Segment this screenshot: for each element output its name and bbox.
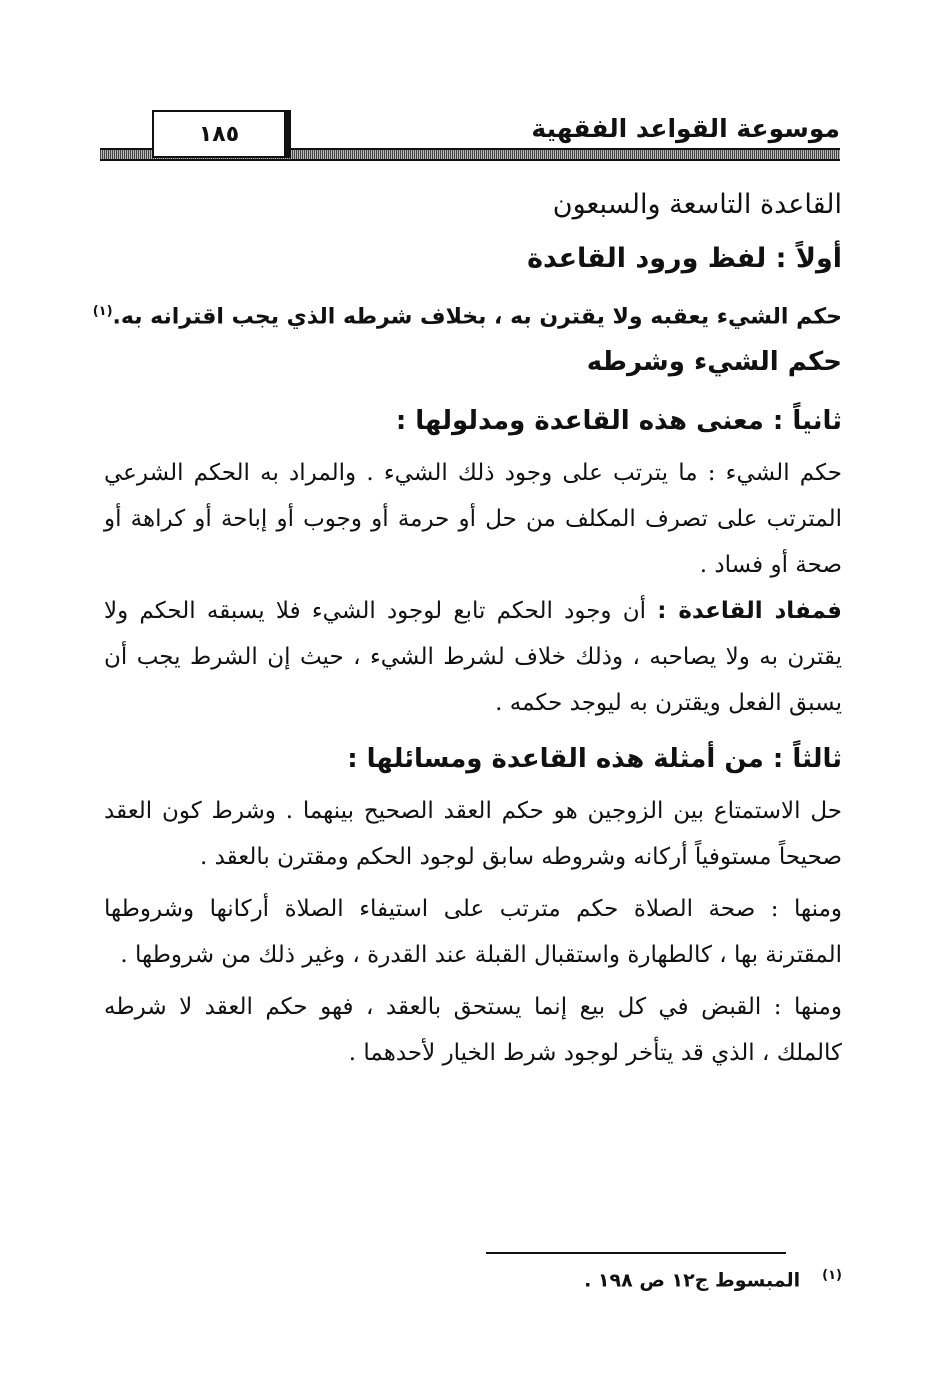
footnote-mark: (١) xyxy=(822,1268,842,1283)
page-number: ١٨٥ xyxy=(198,121,240,147)
section-heading-1: أولاً : لفظ ورود القاعدة xyxy=(527,243,842,274)
paragraph-meaning-2 xyxy=(104,588,842,726)
rule-number-heading: القاعدة التاسعة والسبعون xyxy=(552,189,842,220)
paragraph-example-3: ومنها : القبض في كل بيع إنما يستحق بالعقد ، فهو حكم العقد لا شرطه كالملك ، الذي قد يتأخر لوجود شرط الخيار لأحدهما . xyxy=(104,994,842,1066)
paragraph-example-1: حل الاستمتاع بين الزوجين هو حكم العقد الصحيح بينهما . وشرط كون العقد صحيحاً مستوفياً أركانه وشروطه سابق لوجود الحكم ومقترن بالعقد . xyxy=(104,798,842,870)
page-header xyxy=(100,108,840,158)
footnote-reference: (١) xyxy=(92,304,113,319)
page-body xyxy=(92,180,842,1076)
rule-text: حكم الشيء يعقبه ولا يقترن به ، بخلاف شرطه الذي يجب اقترانه به. xyxy=(112,304,842,330)
paragraph-meaning-1: حكم الشيء : ما يترتب على وجود ذلك الشيء . والمراد به الحكم الشرعي المترتب على تصرف المكلف من حل أو حرمة أو وجوب أو إباحة أو كراهة أو صحة أو فساد . xyxy=(104,460,842,578)
section-heading-3: ثالثاً : من أمثلة هذه القاعدة ومسائلها : xyxy=(347,744,842,774)
page-number-box xyxy=(152,110,291,158)
paragraph-example-2: ومنها : صحة الصلاة حكم مترتب على استيفاء الصلاة أركانها وشروطها المقترنة بها ، كالطهارة واستقبال القبلة عند القدرة ، وغير ذلك من شروطها . xyxy=(104,896,842,968)
section-heading-2: ثانياً : معنى هذه القاعدة ومدلولها : xyxy=(395,406,842,436)
paragraph-meaning-2-text: أن وجود الحكم تابع لوجود الشيء فلا يسبقه الحكم ولا يقترن به ولا يصاحبه ، وذلك خلاف لشرط الشيء ، حيث إن الشرط يجب أن يسبق الفعل ويقترن به ليوجد حكمه . xyxy=(104,598,842,716)
footnote xyxy=(584,1268,842,1291)
paragraph-lead: فمفاد القاعدة : xyxy=(657,598,842,624)
rule-statement xyxy=(92,288,842,336)
footnote-text: المبسوط ج١٢ ص ١٩٨ . xyxy=(584,1269,801,1292)
footnote-separator xyxy=(486,1252,786,1254)
rule-name: حكم الشيء وشرطه xyxy=(586,347,842,377)
book-title: موسوعة القواعد الفقهية xyxy=(531,114,840,143)
